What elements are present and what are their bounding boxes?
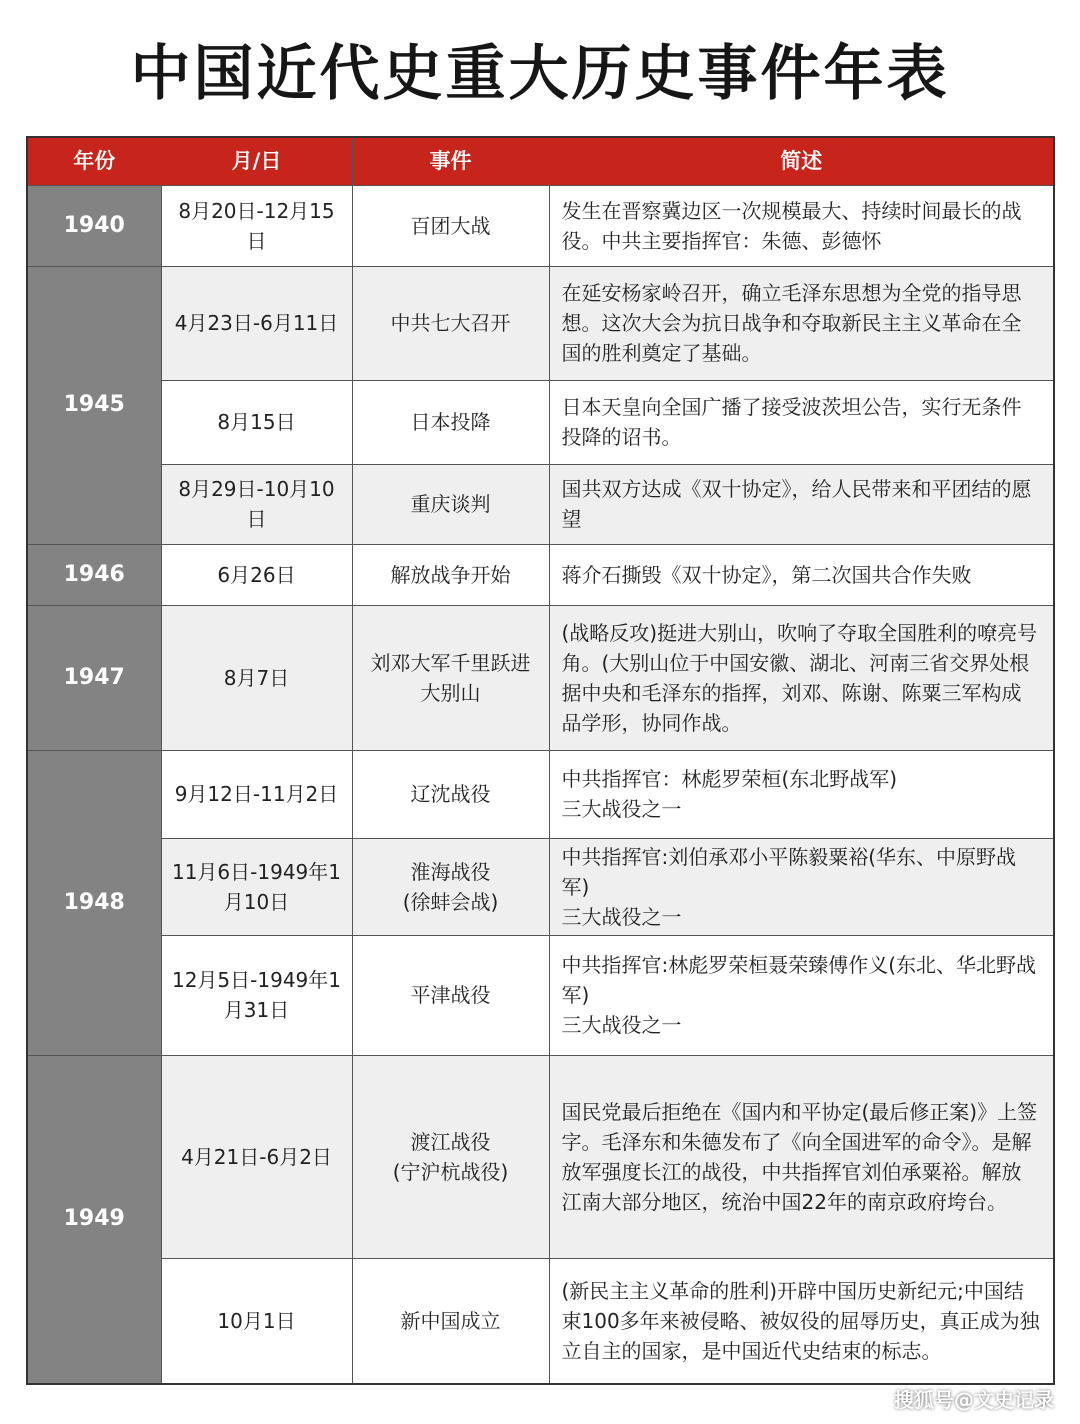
table-row (27, 750, 1054, 838)
date-cell: 10月1日 (161, 1258, 352, 1384)
description-cell: 国民党最后拒绝在《国内和平协定(最后修正案)》上签字。毛泽东和朱德发布了《向全国进军的命令》。是解放军强度长江的战役，中共指挥官刘伯承粟裕。解放江南大部分地区，统治中国22年的南京政府垮台。 (549, 1055, 1054, 1258)
description-cell: (新民主主义革命的胜利)开辟中国历史新纪元;中国结束100多年来被侵略、被奴役的屈辱历史，真正成为独立自主的国家，是中国近代史结束的标志。 (549, 1258, 1054, 1384)
table-row (27, 464, 1054, 544)
table-row (27, 185, 1054, 266)
description-cell (549, 838, 1054, 935)
date-cell: 4月23日-6月11日 (161, 266, 352, 380)
event-cell: 百团大战 (352, 185, 549, 266)
description-cell: 蒋介石撕毁《双十协定》，第二次国共合作失败 (549, 544, 1054, 605)
table-row (27, 544, 1054, 605)
date-cell: 8月7日 (161, 605, 352, 750)
date-cell: 8月29日-10月10日 (161, 464, 352, 544)
source-watermark: 搜狐号@文史记录 (894, 1388, 1054, 1412)
year-cell: 1946 (27, 544, 161, 605)
description-cell: (战略反攻)挺进大别山，吹响了夺取全国胜利的嘹亮号角。(大别山位于中国安徽、湖北、河南三省交界处根据中央和毛泽东的指挥，刘邓、陈谢、陈粟三军构成品学形，协同作战。 (549, 605, 1054, 750)
table-row (27, 935, 1054, 1055)
event-cell-highlighted: 解放战争开始 (352, 544, 549, 605)
event-cell: 刘邓大军千里跃进大别山 (352, 605, 549, 750)
description-cell (549, 935, 1054, 1055)
table-row (27, 838, 1054, 935)
table-row (27, 1258, 1054, 1384)
event-cell-highlighted (352, 838, 549, 935)
event-name: 淮海战役 (410, 859, 491, 884)
event-cell: 新中国成立 (352, 1258, 549, 1384)
commander-text: 中共指挥官：林彪罗荣桓(东北野战军) (561, 767, 898, 791)
table-header-row (27, 137, 1054, 185)
description-cell: 国共双方达成《双十协定》，给人民带来和平团结的愿望 (549, 464, 1054, 544)
date-cell: 12月5日-1949年1月31日 (161, 935, 352, 1055)
year-cell: 1940 (27, 185, 161, 266)
year-cell: 1949 (27, 1055, 161, 1384)
year-cell: 1947 (27, 605, 161, 750)
date-cell: 9月12日-11月2日 (161, 750, 352, 838)
event-alias: (宁沪杭战役) (392, 1159, 509, 1184)
date-cell: 11月6日-1949年1月10日 (161, 838, 352, 935)
campaign-note: 三大战役之一 (561, 1013, 682, 1037)
event-cell (352, 1055, 549, 1258)
event-name: 渡江战役 (410, 1129, 491, 1154)
event-cell: 辽沈战役 (352, 750, 549, 838)
date-cell: 6月26日 (161, 544, 352, 605)
event-cell: 平津战役 (352, 935, 549, 1055)
event-cell: 日本投降 (352, 380, 549, 464)
table-row (27, 266, 1054, 380)
campaign-note: 三大战役之一 (561, 797, 682, 821)
campaign-note: 三大战役之一 (561, 904, 682, 929)
year-cell: 1945 (27, 266, 161, 544)
history-timeline-table (26, 136, 1055, 1385)
description-cell: 在延安杨家岭召开，确立毛泽东思想为全党的指导思想。这次大会为抗日战争和夺取新民主主义革命在全国的胜利奠定了基础。 (549, 266, 1054, 380)
description-cell: 发生在晋察冀边区一次规模最大、持续时间最长的战役。中共主要指挥官：朱德、彭德怀 (549, 185, 1054, 266)
description-cell (549, 750, 1054, 838)
year-cell: 1948 (27, 750, 161, 1055)
commander-text: 中共指挥官:刘伯承邓小平陈毅粟裕(华东、中原野战军) (561, 844, 1017, 899)
event-cell: 重庆谈判 (352, 464, 549, 544)
header-year: 年份 (27, 137, 161, 185)
table-row (27, 1055, 1054, 1258)
event-cell: 中共七大召开 (352, 266, 549, 380)
description-cell: 日本天皇向全国广播了接受波茨坦公告，实行无条件投降的诏书。 (549, 380, 1054, 464)
table-row (27, 605, 1054, 750)
header-description: 简述 (549, 137, 1054, 185)
commander-text: 中共指挥官:林彪罗荣桓聂荣臻傅作义(东北、华北野战军) (561, 953, 1037, 1007)
date-cell: 8月15日 (161, 380, 352, 464)
date-cell: 4月21日-6月2日 (161, 1055, 352, 1258)
table-row (27, 380, 1054, 464)
event-alias: (徐蚌会战) (402, 889, 499, 914)
date-cell: 8月20日-12月15日 (161, 185, 352, 266)
header-date: 月/日 (161, 137, 352, 185)
header-event: 事件 (352, 137, 549, 185)
page-title: 中国近代史重大历史事件年表 (130, 39, 950, 109)
